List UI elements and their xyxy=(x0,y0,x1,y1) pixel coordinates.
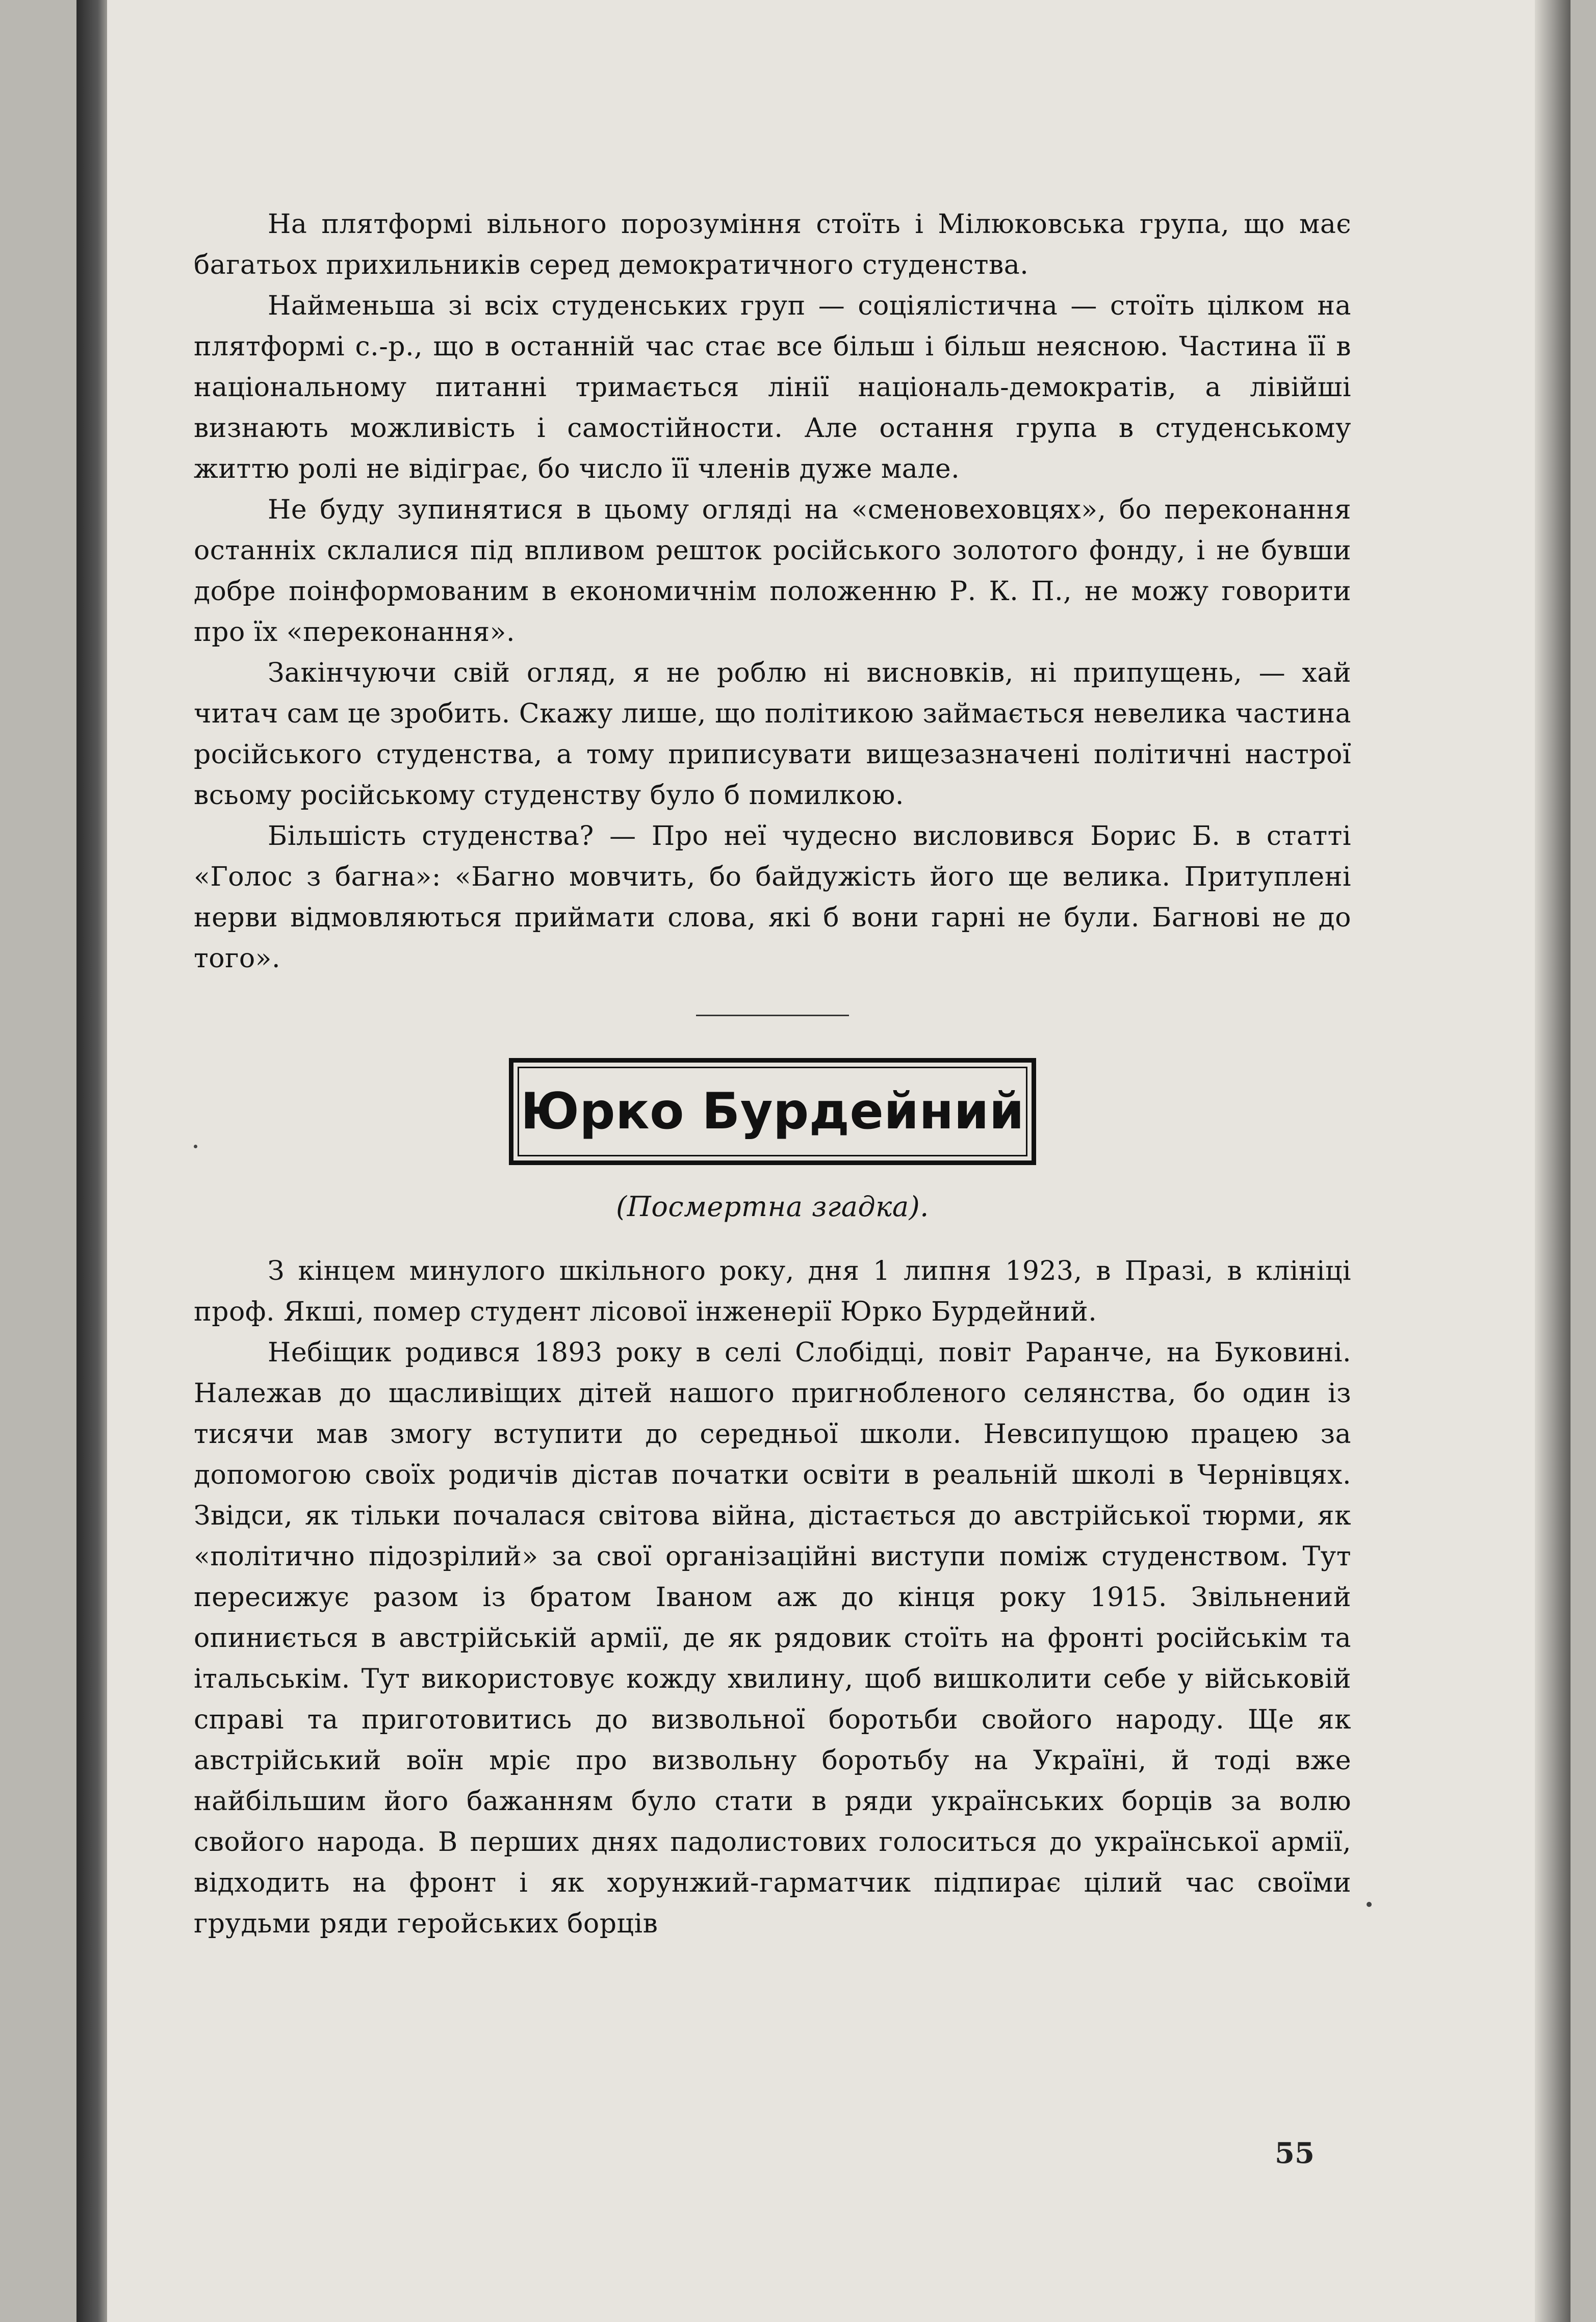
ink-speck xyxy=(1367,1902,1372,1907)
text-column xyxy=(194,204,1351,1944)
book-gutter-shadow xyxy=(76,0,107,2322)
paragraph: Небіщик родився 1893 року в селі Слобідці, повіт Раранче, на Буковині. Належав до щасливіщих дітей нашого пригнобленого селянства, бо один із тисячи мав змогу вступити до середньої школи. Невсипущою працею за допомогою своїх родичів дістав початки освіти в реальній школі в Чернівцях. Звідси, як тільки почалася світова війна, дістається до австрійської тюрми, як «політично підозрілий» за свої організаційні виступи поміж студенством. Тут пересижує разом із братом Іваном аж до кінця року 1915. Звільнений опиниється в австрійській армії, де як рядовик стоїть на фронті російськім та італьськім. Тут використовує кожду хвилину, щоб вишколити себе у військовій справі та приготовитись до визвольної боротьби свойого народу. Ще як австрійський воїн мріє про визвольну боротьбу на Україні, й тоді вже найбільшим його бажанням було стати в ряди українських борців за волю свойого народа. В перших днях падолистових голоситься до української армії, відходить на фронт і як хорунжий-гарматчик підпирає цілий час своїми грудьми ряди геройських борців xyxy=(194,1337,1351,1939)
page-edge xyxy=(1535,0,1571,2322)
section-divider xyxy=(696,1015,849,1016)
paragraph: Більшість студенства? — Про неї чудесно висловився Борис Б. в статті «Голос з багна»: «Багно мовчить, бо байдужість його ще велика. Притуплені нерви відмовляються приймати слова, які б вони гарні не були. Багнові не до того». xyxy=(194,821,1351,974)
paragraph: Закінчуючи свій огляд, я не роблю ні висновків, ні припущень, — хай читач сам це зробить. Скажу лише, що політикою займається невелика частина російського студенства, а тому приписувати вищезазначені політичні настрої всьому російському студенству було б помилкою. xyxy=(194,658,1351,811)
paragraph: Не буду зупинятися в цьому огляді на «сменовеховцях», бо переконання останніх склалися під впливом решток російського золотого фонду, і не бувши добре поінформованим в економичнім положенню Р. К. П., не можу говорити про їх «переконання». xyxy=(194,495,1351,648)
obituary-title-frame xyxy=(509,1058,1036,1165)
obituary-subtitle: (Посмертна згадка). xyxy=(616,1191,929,1223)
paragraph: Найменьша зі всіх студенських груп — соціялістична — стоїть цілком на плятформі с.-р., що в останній час стає все більш і більш неясною. Частина її в національному питанні тримається лінії національ-демократів, а лівійші визнають можливість і самостійности. Але остання група в студенському життю ролі не відіграє, бо число її членів дуже мале. xyxy=(194,291,1351,484)
paragraph: На плятформі вільного порозуміння стоїть і Мілюковська група, що має багатьох прихильників серед демократичного студенства. xyxy=(194,209,1351,280)
obituary-title: Юрко Бурдейний xyxy=(518,1067,1027,1156)
paragraph: З кінцем минулого шкільного року, дня 1 липня 1923, в Празі, в клініці проф. Якші, помер студент лісової інженерії Юрко Бурдейний. xyxy=(194,1256,1351,1327)
page-number: 55 xyxy=(1275,2136,1315,2170)
